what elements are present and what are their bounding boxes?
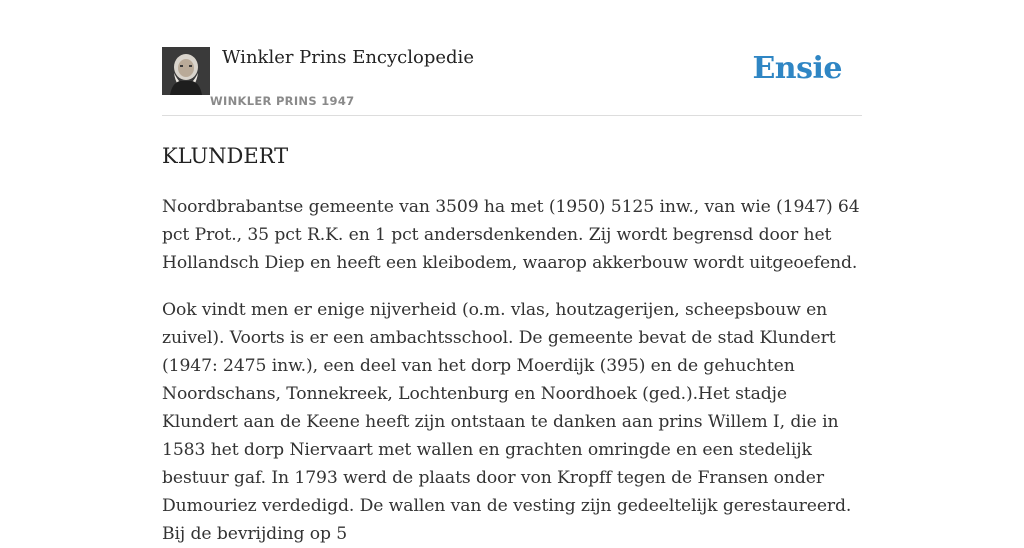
avatar[interactable] <box>162 47 210 95</box>
article-paragraph: Noordbrabantse gemeente van 3509 ha met (1950) 5125 inw., van wie (1947) 64 pct Prot., 35 pct R.K. en 1 pct andersdenkenden. Zij wordt begrensd door het Hollandsch Diep en heeft een kleibodem, waarop akkerbouw wordt uitgeoefend. <box>162 197 860 273</box>
site-title-link[interactable]: Winkler Prins Encyclopedie <box>222 47 474 68</box>
article-title: KLUNDERT <box>162 144 289 168</box>
article-paragraph: Ook vindt men er enige nijverheid (o.m. vlas, houtzagerijen, scheepsbouw en zuivel). Voorts is er een ambachtsschool. De gemeente bevat de stad Klundert (1947: 2475 inw.), een deel van het dorp Moerdijk (395) en de gehuchten Noordschans, Tonnekreek, Lochtenburg en Noordhoek (ged.).Het stadje Klundert aan de Keene heeft zijn ontstaan te danken aan prins Willem I, die in 1583 het dorp Niervaart met wallen en grachten omringde en een stedelijk bestuur gaf. In 1793 werd de plaats door von Kropff tegen de Fransen onder Dumouriez verdedigd. De wallen van de vesting zijn gedeeltelijk gerestaureerd. Bij de bevrijding op 5 <box>162 300 852 544</box>
brand-logo[interactable]: Ensie <box>752 51 842 86</box>
bearded-man-portrait-icon <box>162 47 210 95</box>
edition-subtitle-link[interactable]: WINKLER PRINS 1947 <box>210 94 355 108</box>
header <box>162 0 862 116</box>
content-column <box>162 0 862 548</box>
